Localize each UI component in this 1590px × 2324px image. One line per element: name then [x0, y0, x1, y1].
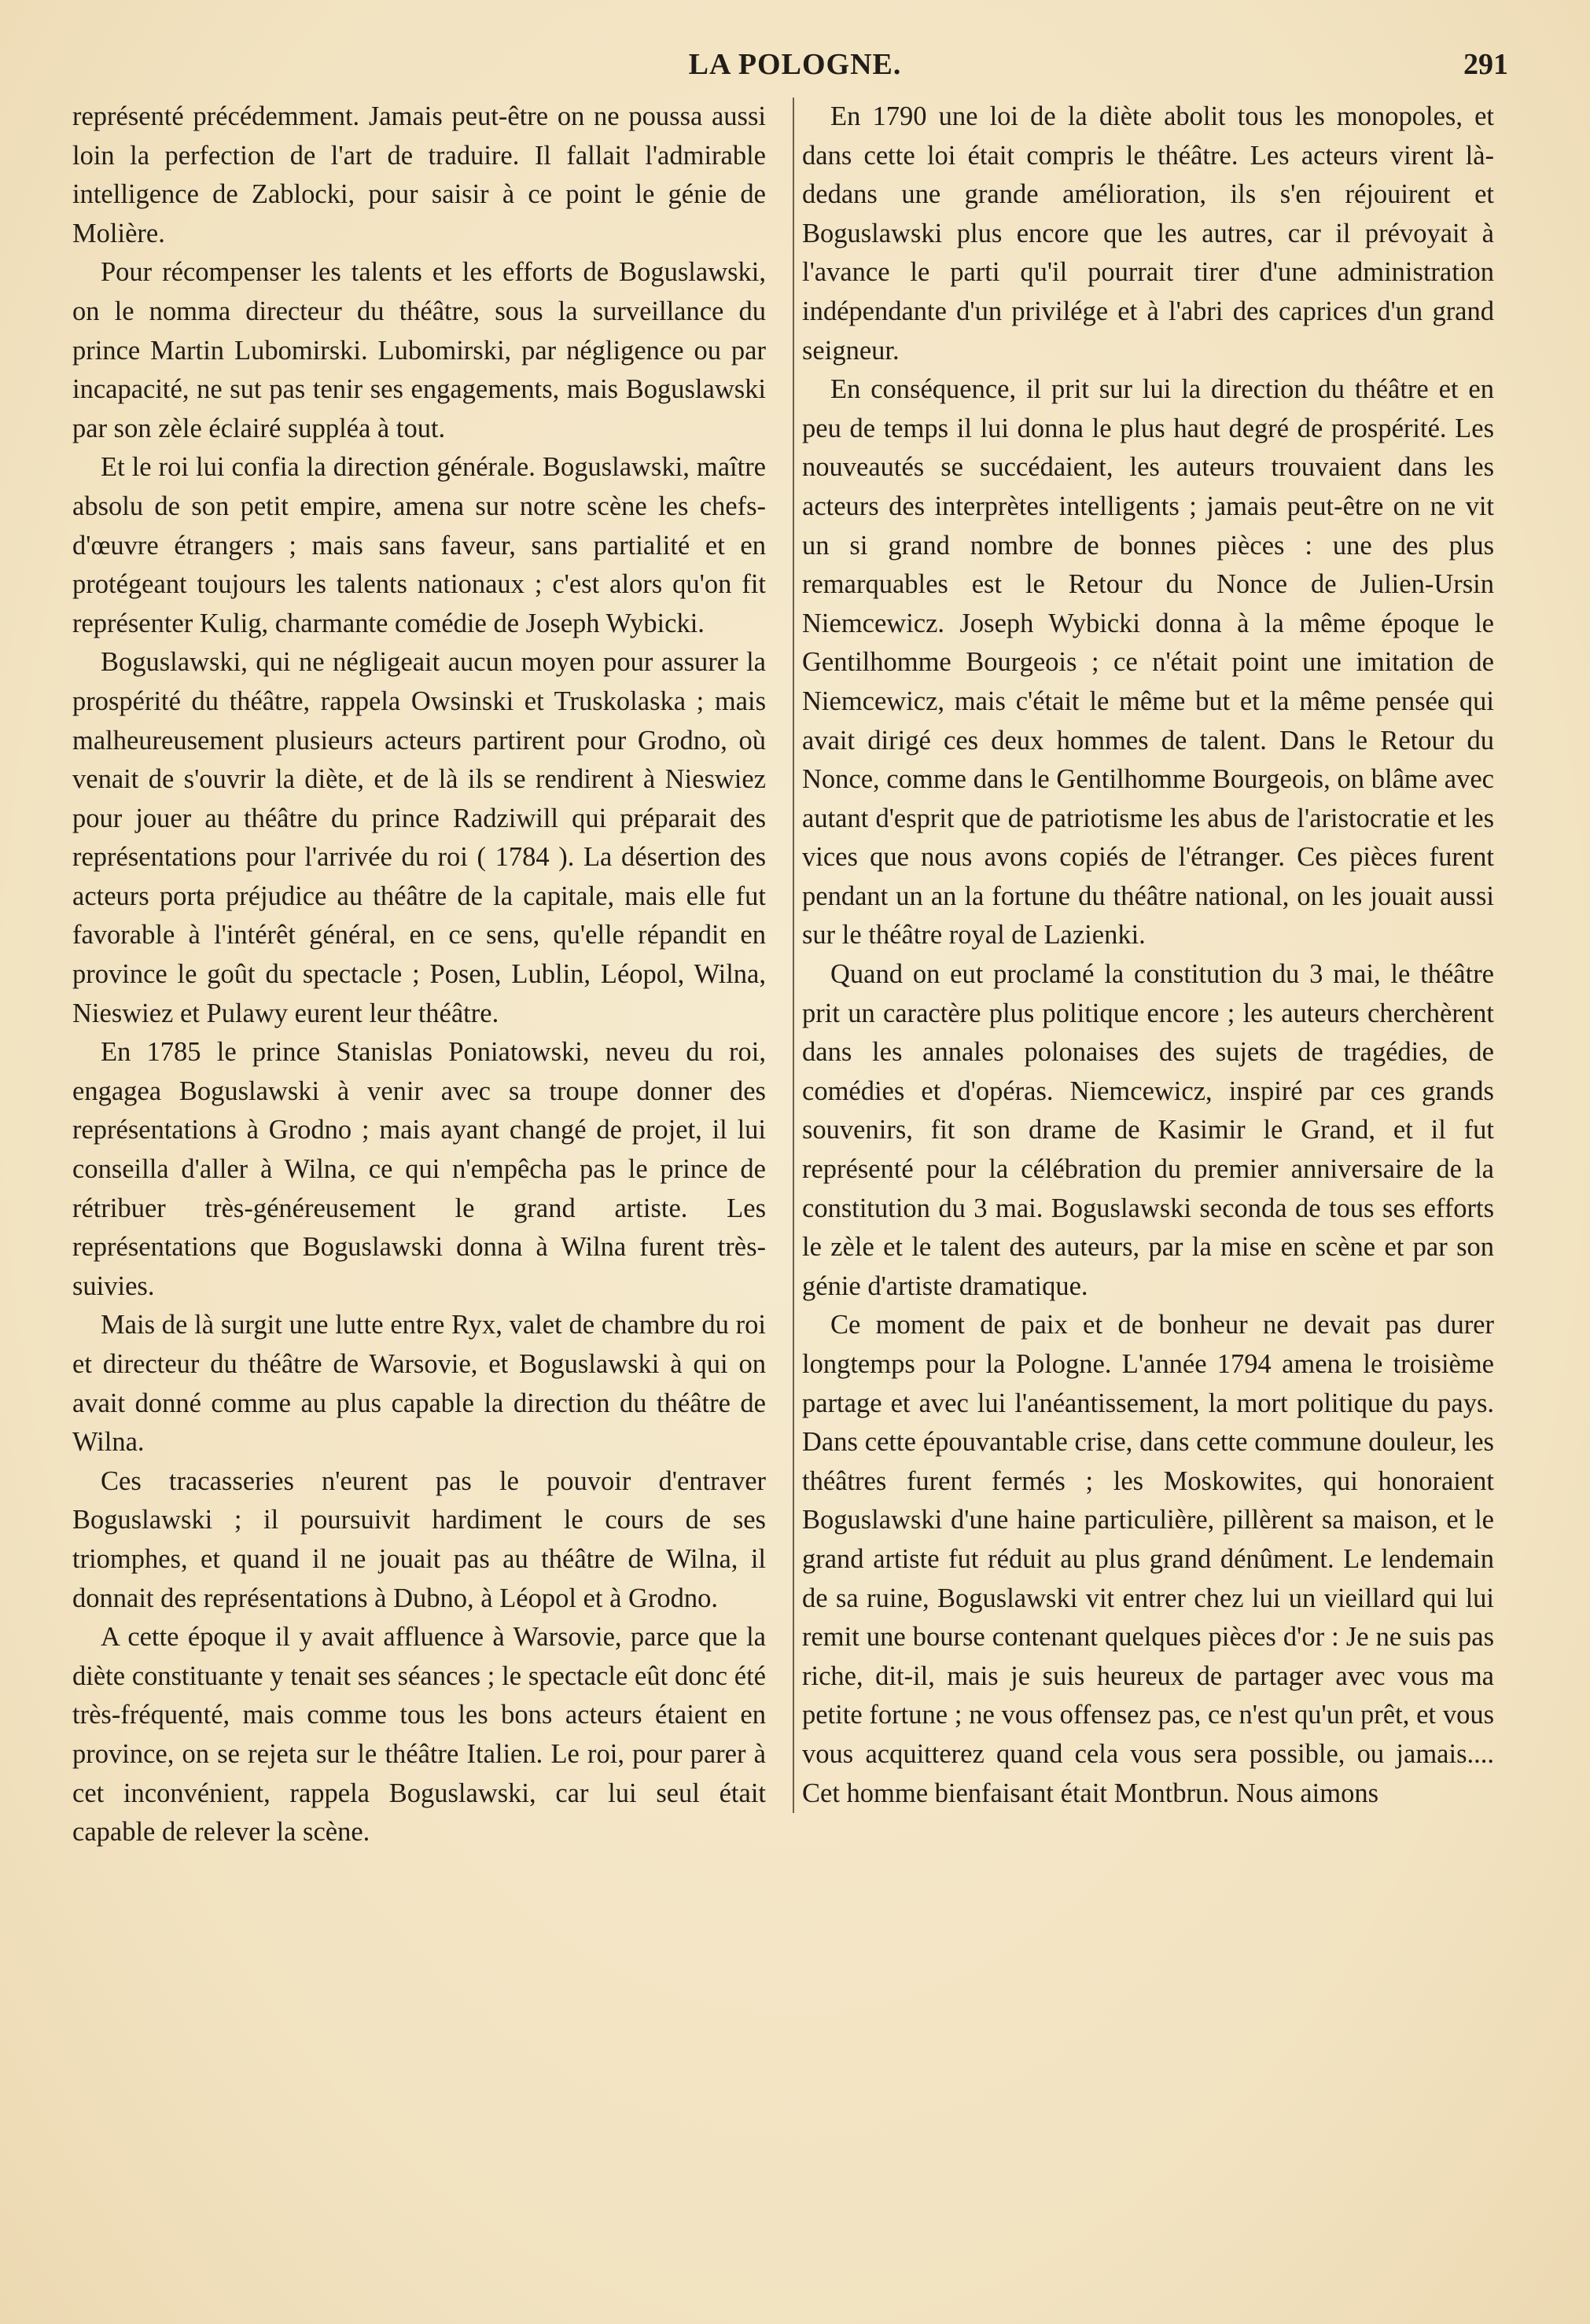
running-title: LA POLOGNE. [688, 48, 902, 81]
paragraph: En conséquence, il prit sur lui la direction du théâtre et en peu de temps il lui donna le plus haut degré de prospérité. Les nouveautés se succédaient, les auteurs trouvaient dans les acteurs des interprètes intelligents ; jamais peut-être on ne vit un si grand nombre de bonnes pièces : une des plus remarquables est le Retour du Nonce de Julien-Ursin Niemcewicz. Joseph Wybicki donna à la même époque le Gentilhomme Bourgeois ; ce n'était point une imitation de Niemcewicz, mais c'était le même but et la même pensée qui avait dirigé ces deux hommes de talent. Dans le Retour du Nonce, comme dans le Gentilhomme Bourgeois, on blâme avec autant d'esprit que de patriotisme les abus de l'aristocratie et les vices que nous avons copiés de l'étranger. Ces pièces furent pendant un an la fortune du théâtre national, on les jouait aussi sur le théâtre royal de Lazienki. [802, 374, 1494, 951]
paragraph: Ce moment de paix et de bonheur ne devait pas durer longtemps pour la Pologne. L'année 1794 amena le troisième partage et avec lui l'anéantissement, la mort politique du pays. Dans cette épouvantable crise, dans cette commune douleur, les théâtres furent fermés ; les Moskowites, qui honoraient Boguslawski d'une haine particulière, pillèrent sa maison, et le grand artiste fut réduit au plus grand dénûment. Le lendemain de sa ruine, Boguslawski vit entrer chez lui un vieillard qui lui remit une bourse contenant quelques pièces d'or : Je ne suis pas riche, dit-il, mais je suis heureux de partager avec vous ma petite fortune ; ne vous offensez pas, ce n'est qu'un prêt, et vous vous acquitterez quand cela vous sera possible, ou jamais.... Cet homme bienfaisant était Montbrun. Nous aimons [802, 1310, 1494, 1808]
paragraph: A cette époque il y avait affluence à Warsovie, parce que la diète constituante y tenait ses séances ; le spectacle eût donc été très-fréquenté, mais comme tous les bons acteurs étaient en province, on se rejeta sur le théâtre Italien. Le roi, pour parer à cet inconvénient, rappela Boguslawski, car lui seul était capable de relever la scène. [72, 1622, 766, 1848]
paragraph: Ces tracasseries n'eurent pas le pouvoir d'entraver Boguslawski ; il poursuivit hardiment le cours de ses triomphes, et quand il ne jouait pas au théâtre de Wilna, il donnait des représentations à Dubno, à Léopol et à Grodno. [72, 1465, 766, 1613]
paragraph: Et le roi lui confia la direction générale. Boguslawski, maître absolu de son petit empire, amena sur notre scène les chefs-d'œuvre étrangers ; mais sans faveur, sans partialité et en protégeant toujours les talents nationaux ; c'est alors qu'on fit représenter Kulig, charmante comédie de Joseph Wybicki. [72, 452, 766, 638]
paragraph: Quand on eut proclamé la constitution du 3 mai, le théâtre prit un caractère plus politique encore ; les auteurs cherchèrent dans les annales polonaises des sujets de tragédies, de comédies et d'opéras. Niemcewicz, inspiré par ces grands souvenirs, fit son drame de Kasimir le Grand, et il fut représenté pour la célébration du premier anniversaire de la constitution du 3 mai. Boguslawski seconda de tous ses efforts le zèle et le talent des auteurs, par la mise en scène et par son génie d'artiste dramatique. [802, 959, 1494, 1301]
paragraph: Mais de là surgit une lutte entre Ryx, valet de chambre du roi et directeur du théâtre de Warsovie, et Boguslawski à qui on avait donné comme au plus capable la direction du théâtre de Wilna. [72, 1310, 766, 1458]
paragraph: En 1785 le prince Stanislas Poniatowski, neveu du roi, engagea Boguslawski à venir avec sa troupe donner des représentations à Grodno ; mais ayant changé de projet, il lui conseilla d'aller à Wilna, ce qui n'empêcha pas le prince de rétribuer très-généreusement le grand artiste. Les représentations que Boguslawski donna à Wilna furent très-suivies. [72, 1037, 766, 1301]
right-column [793, 97, 1494, 1813]
left-column [72, 97, 766, 1852]
paragraph: En 1790 une loi de la diète abolit tous les monopoles, et dans cette loi était compris le théâtre. Les acteurs virent là-dedans une grande amélioration, ils s'en réjouirent et Boguslawski plus encore que les autres, car il prévoyait à l'avance le parti qu'il pourrait tirer d'une administration indépendante d'un privilége et à l'abri des caprices d'un grand seigneur. [802, 101, 1494, 366]
paragraph: représenté précédemment. Jamais peut-être on ne poussa aussi loin la perfection de l'art de traduire. Il fallait l'admirable intelligence de Zablocki, pour saisir à ce point le génie de Molière. [72, 101, 766, 248]
paragraph: Pour récompenser les talents et les efforts de Boguslawski, on le nomma directeur du théâtre, sous la surveillance du prince Martin Lubomirski. Lubomirski, par négligence ou par incapacité, ne sut pas tenir ses engagements, mais Boguslawski par son zèle éclairé suppléa à tout. [72, 257, 766, 443]
paragraph: Boguslawski, qui ne négligeait aucun moyen pour assurer la prospérité du théâtre, rappela Owsinski et Truskolaska ; mais malheureusement plusieurs acteurs partirent pour Grodno, où venait de s'ouvrir la diète, et de là ils se rendirent à Nieswiez pour jouer au théâtre du prince Radziwill qui préparait des représentations pour l'arrivée du roi ( 1784 ). La désertion des acteurs porta préjudice au théâtre de la capitale, mais elle fut favorable à l'intérêt général, en ce sens, qu'elle répandit en province le goût du spectacle ; Posen, Lublin, Léopol, Wilna, Nieswiez et Pulawy eurent leur théâtre. [72, 647, 766, 1028]
page-header [0, 47, 1590, 85]
page-number: 291 [1463, 48, 1508, 81]
